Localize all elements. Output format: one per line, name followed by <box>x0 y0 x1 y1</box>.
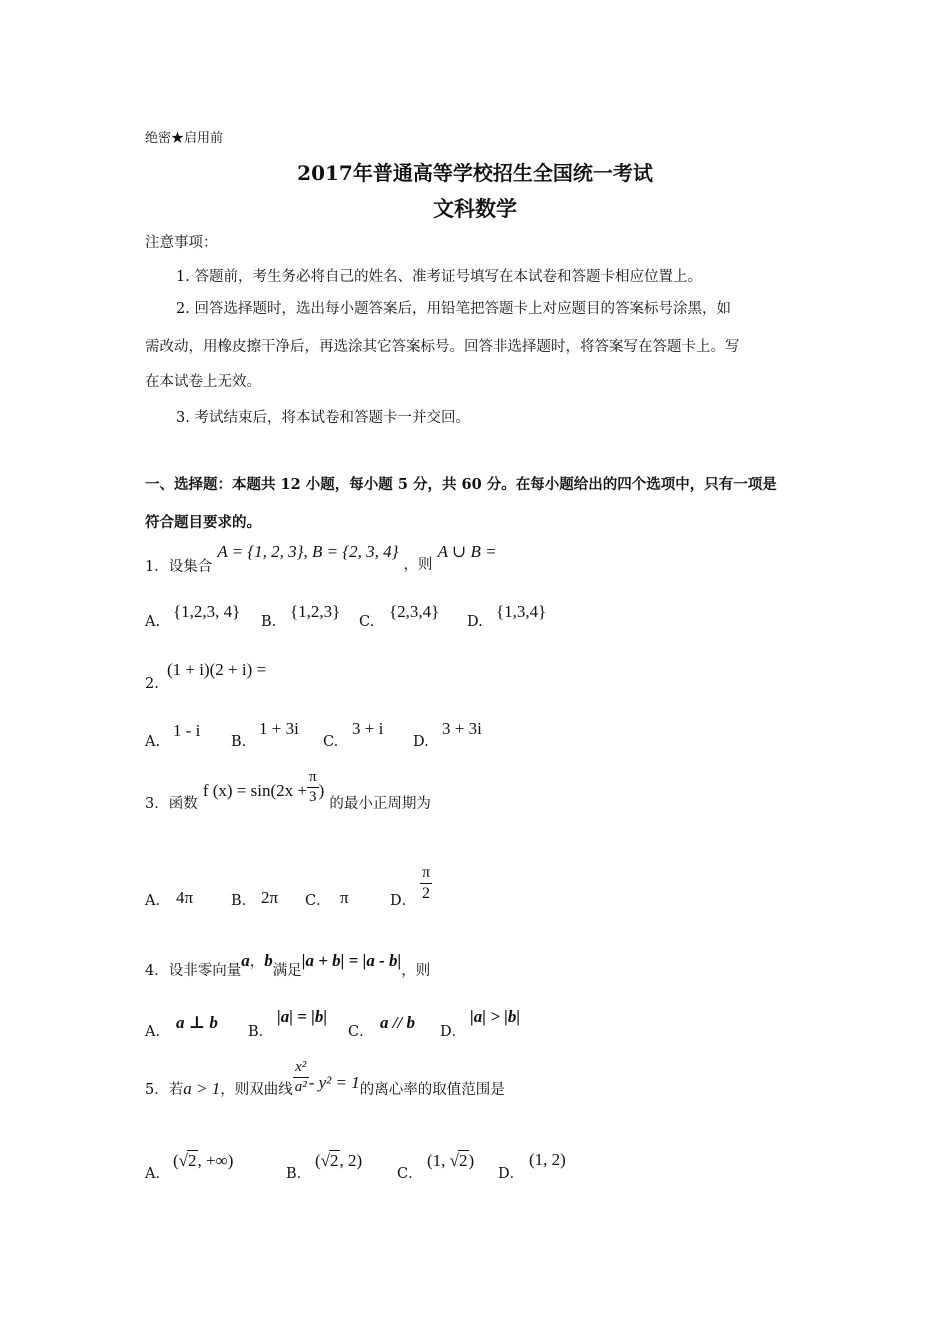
q5-option-b-open: ( <box>315 1151 321 1170</box>
q3-function: f (x) = sin(2x + <box>202 781 307 800</box>
q5-option-c-radicand: 2 <box>459 1151 468 1170</box>
q4-vector-a: a <box>241 951 250 970</box>
q1-sets: A = {1, 2, 3}, B = {2, 3, 4} <box>217 542 399 561</box>
q5-option-a-close: , +∞) <box>197 1151 234 1170</box>
q5-option-b-radicand: 2 <box>330 1151 339 1170</box>
q5-option-a-label: A． <box>145 1166 170 1182</box>
q3-tail: 的最小正周期为 <box>329 796 431 812</box>
q5-condition: a > 1 <box>183 1079 221 1098</box>
notice-item-2-line-3: 在本试卷上无效。 <box>145 374 261 390</box>
q3-fraction-denominator: 3 <box>309 789 317 805</box>
q5-option-d: (1, 2) <box>529 1150 566 1169</box>
notice-heading: 注意事项： <box>145 235 218 251</box>
q4-option-a: a ⊥ b <box>176 1013 218 1032</box>
question-4 <box>145 951 431 979</box>
q1-option-b: {1,2,3} <box>290 602 341 621</box>
q5-fraction <box>293 1060 309 1095</box>
q4-comma: ， <box>249 954 265 970</box>
q4-label: 4．设非零向量 <box>145 963 242 979</box>
q1-then: ，则 <box>403 557 433 573</box>
q2-option-a: 1 - i <box>173 721 201 740</box>
q4-option-c-label: C． <box>348 1024 374 1040</box>
question-5 <box>145 1059 505 1103</box>
q4-satisfies: 满足 <box>272 963 302 979</box>
q3-label: 3．函数 <box>145 796 198 812</box>
q2-option-d: 3 + 3i <box>442 719 482 738</box>
q2-option-b: 1 + 3i <box>259 719 299 738</box>
q5-fraction-numerator: x² <box>293 1060 309 1078</box>
q4-option-a-label: A． <box>145 1024 170 1040</box>
q5-option-c-close: ) <box>468 1151 475 1170</box>
q4-option-b-label: B． <box>248 1024 274 1040</box>
q5-hyperbola-label: ，则双曲线 <box>220 1082 293 1098</box>
q5-option-b-label: B． <box>286 1166 312 1182</box>
q1-option-d-label: D. <box>467 614 483 630</box>
q4-option-c: a // b <box>380 1013 415 1032</box>
q1-option-a-label: A. <box>145 614 161 630</box>
q3-option-d-numerator: π <box>420 865 432 884</box>
q4-option-b: |a| = |b| <box>277 1007 328 1026</box>
q3-fraction-numerator: π <box>307 770 319 788</box>
q4-vector-b: b <box>264 951 273 970</box>
q1-option-c-label: C. <box>359 614 375 630</box>
q4-option-d-label: D． <box>440 1024 467 1040</box>
q3-option-a: 4π <box>176 888 194 907</box>
notice-item-3: 3. 考试结束后，将本试卷和答题卡一并交回。 <box>176 410 470 426</box>
q3-option-d-label: D． <box>390 893 417 909</box>
q1-option-b-label: B. <box>261 614 277 630</box>
q1-option-c: {2,3,4} <box>389 602 440 621</box>
q1-union: A ∪ B = <box>437 542 497 561</box>
question-3 <box>145 769 431 821</box>
q3-option-d-denominator: 2 <box>422 885 431 902</box>
section-heading-line-2: 符合题目要求的。 <box>145 514 261 531</box>
q3-option-d <box>420 865 432 902</box>
q5-option-b: (√2, 2) <box>315 1151 363 1170</box>
exam-subject: 文科数学 <box>433 196 517 221</box>
q2-option-a-label: A. <box>145 734 161 750</box>
notice-item-1: 1. 答题前，考生务必将自己的姓名、准考证号填写在本试卷和答题卡相应位置上。 <box>176 269 702 285</box>
q3-option-c-label: C． <box>305 893 331 909</box>
q2-option-c-label: C. <box>323 734 339 750</box>
q5-option-b-close: , 2) <box>339 1151 363 1170</box>
q5-tail: 的离心率的取值范围是 <box>359 1082 505 1098</box>
notice-item-2-line-1: 2. 回答选择题时，选出每小题答案后，用铅笔把答题卡上对应题目的答案标号涂黑，如 <box>176 301 731 317</box>
q3-option-b-label: B． <box>231 893 257 909</box>
q5-option-c-open: (1, <box>427 1151 450 1170</box>
q5-option-a-radicand: 2 <box>188 1151 197 1170</box>
q5-fraction-denominator: a² <box>294 1079 307 1095</box>
q3-option-c: π <box>340 888 349 907</box>
q5-option-a-open: ( <box>173 1151 179 1170</box>
q5-label: 5．若 <box>145 1082 184 1098</box>
q4-option-d: |a| > |b| <box>470 1007 521 1026</box>
q2-option-c: 3 + i <box>352 719 384 738</box>
section-heading-line-1: 一、选择题：本题共 12 小题，每小题 5 分，共 60 分。在每小题给出的四个选项中，只有一项是 <box>145 476 777 493</box>
q2-expression: (1 + i)(2 + i) = <box>167 660 267 679</box>
q2-option-d-label: D. <box>413 734 429 750</box>
q4-then: ，则 <box>401 963 431 979</box>
q1-label: 1．设集合 <box>145 559 213 575</box>
q5-option-c: (1, √2) <box>427 1151 475 1170</box>
q3-fraction <box>307 770 319 805</box>
q5-option-a: (√2, +∞) <box>173 1151 234 1170</box>
q3-option-b: 2π <box>261 888 279 907</box>
q3-close-paren: ) <box>318 781 325 800</box>
exam-title: 2017年普通高等学校招生全国统一考试 <box>297 161 653 185</box>
notice-item-2-line-2: 需改动，用橡皮擦干净后，再选涂其它答案标号。回答非选择题时，将答案写在答题卡上。写 <box>145 339 740 355</box>
q5-equation-rest: - y² = 1 <box>308 1073 360 1092</box>
q5-option-d-label: D． <box>498 1166 525 1182</box>
q4-condition: |a + b| = |a - b| <box>301 951 402 970</box>
q2-option-b-label: B. <box>231 734 247 750</box>
question-1 <box>145 542 497 575</box>
confidential-mark: 绝密★启用前 <box>145 131 224 146</box>
q1-option-d: {1,3,4} <box>496 602 547 621</box>
q5-option-c-label: C． <box>397 1166 423 1182</box>
q1-option-a: {1,2,3, 4} <box>173 602 241 621</box>
q3-option-a-label: A． <box>145 893 170 909</box>
q2-label: 2. <box>145 676 159 692</box>
